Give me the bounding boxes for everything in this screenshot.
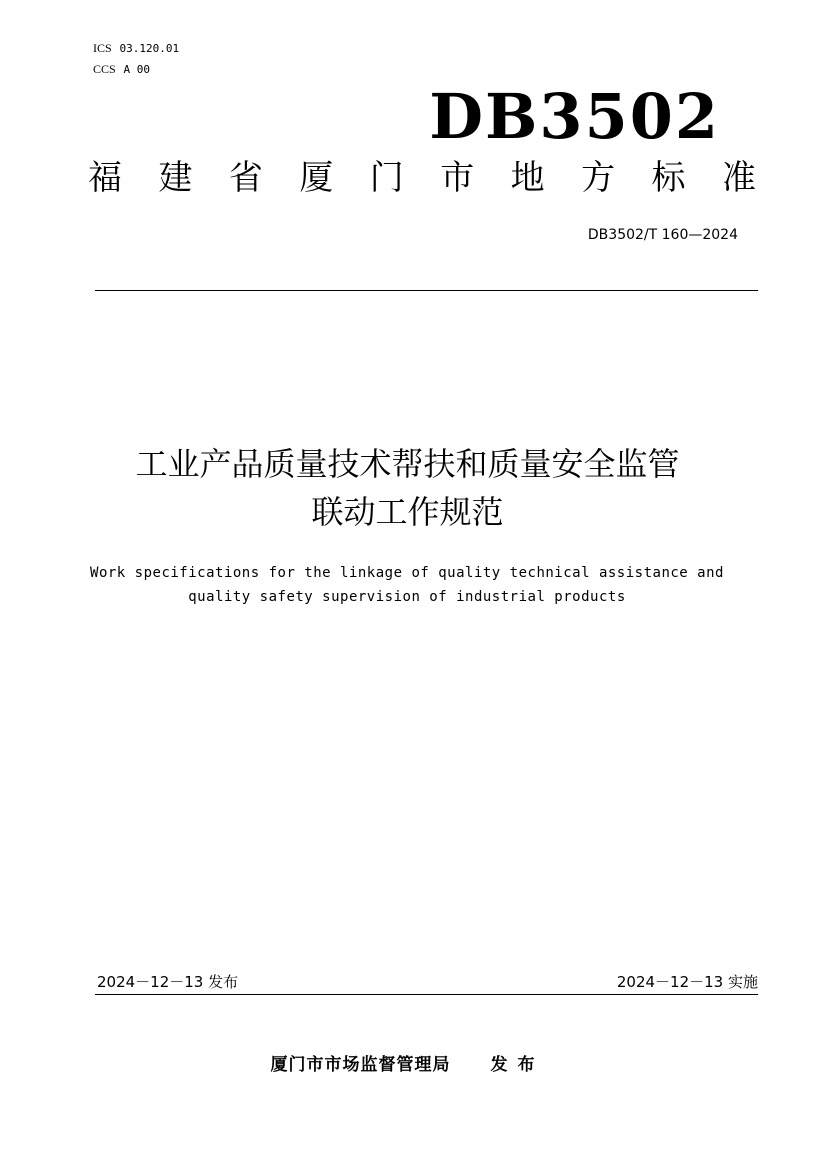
ics-label: ICS: [93, 41, 112, 55]
title-en-line-2: quality safety supervision of industrial products: [188, 589, 626, 605]
title-en-line-1: Work specifications for the linkage of quality technical assistance and: [90, 565, 724, 581]
standard-type-char: 地: [510, 158, 545, 198]
publisher-line: [0, 1053, 815, 1077]
standard-type-char: 方: [581, 158, 616, 198]
title-cn-line-1: 工业产品质量技术帮扶和质量安全监管: [135, 445, 680, 483]
standard-type-char: 厦: [299, 158, 334, 198]
ics-line: [93, 41, 179, 56]
standard-type-char: 省: [228, 158, 263, 198]
standard-type-char: 门: [369, 158, 404, 198]
standard-mark: DB3502: [429, 80, 720, 153]
ccs-line: [93, 62, 150, 77]
top-divider: [95, 290, 758, 291]
ccs-code: A 00: [123, 63, 151, 76]
ics-code: 03.120.01: [119, 42, 180, 55]
standard-type-char: 市: [440, 158, 475, 198]
bottom-divider: [95, 994, 758, 995]
title-cn-line-2: 联动工作规范: [311, 493, 504, 531]
ccs-label: CCS: [93, 62, 116, 76]
publish-date: 2024－12－13 发布: [97, 973, 239, 991]
publisher-action: 发布: [490, 1055, 545, 1075]
standard-type-char: 建: [158, 158, 193, 198]
standard-type-char: 标: [651, 158, 686, 198]
implement-date: 2024－12－13 实施: [616, 973, 758, 991]
standard-type: [88, 156, 756, 200]
publisher-name: 厦门市市场监督管理局: [270, 1055, 451, 1075]
standard-type-char: 准: [721, 158, 756, 198]
standard-number: DB3502/T 160—2024: [587, 227, 738, 243]
standard-type-char: 福: [88, 158, 122, 198]
